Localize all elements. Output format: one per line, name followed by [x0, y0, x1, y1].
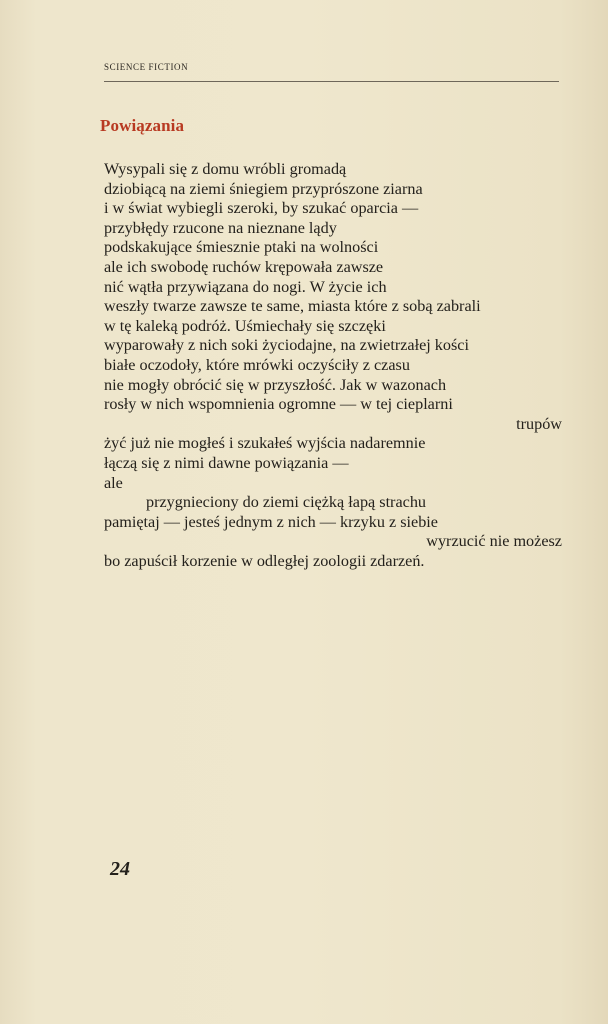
poem-line: weszły twarze zawsze te same, miasta które z sobą zabrali [104, 297, 481, 316]
poem-line: nić wątła przywiązana do nogi. W życie ich [104, 277, 387, 296]
poem-line: rosły w nich wspomnienia ogromne — w tej cieplarni [104, 395, 453, 414]
page-number: 24 [110, 858, 130, 880]
poem-line: dziobiącą na ziemi śniegiem przyprószone ziarna [104, 179, 423, 198]
poem-line: podskakujące śmiesznie ptaki na wolności [104, 238, 379, 257]
poem-line: przygnieciony do ziemi ciężką łapą strachu [146, 493, 427, 512]
poem-line: białe oczodoły, które mrówki oczyściły z czasu [104, 355, 410, 374]
header-rule [104, 81, 559, 82]
poem-line: ale [104, 473, 123, 492]
poem-line: wyrzucić nie możesz [426, 532, 562, 551]
poem-line: ale ich swobodę ruchów krępowała zawsze [104, 257, 384, 276]
poem-line: trupów [516, 414, 562, 433]
poem-title: Powiązania [100, 116, 185, 135]
poem-line: przybłędy rzucone na nieznane lądy [104, 218, 337, 237]
poem-body [104, 160, 562, 571]
poem-line: i w świat wybiegli szeroki, by szukać oparcia — [104, 199, 419, 218]
poem-line: pamiętaj — jesteś jednym z nich — krzyku z siebie [104, 512, 438, 531]
poem-line: bo zapuścił korzenie w odległej zoologii zdarzeń. [104, 551, 425, 570]
poem-line: nie mogły obrócić się w przyszłość. Jak w wazonach [104, 375, 447, 394]
poem-line: Wysypali się z domu wróbli gromadą [104, 160, 347, 178]
running-head: SCIENCE FICTION [104, 62, 189, 72]
poem-line: łączą się z nimi dawne powiązania — [104, 453, 349, 472]
poem-line: w tę kaleką podróż. Uśmiechały się szczęki [104, 316, 386, 335]
poem-line: żyć już nie mogłeś i szukałeś wyjścia nadaremnie [104, 434, 426, 453]
poem-line: wyparowały z nich soki życiodajne, na zwietrzałej kości [104, 336, 469, 355]
